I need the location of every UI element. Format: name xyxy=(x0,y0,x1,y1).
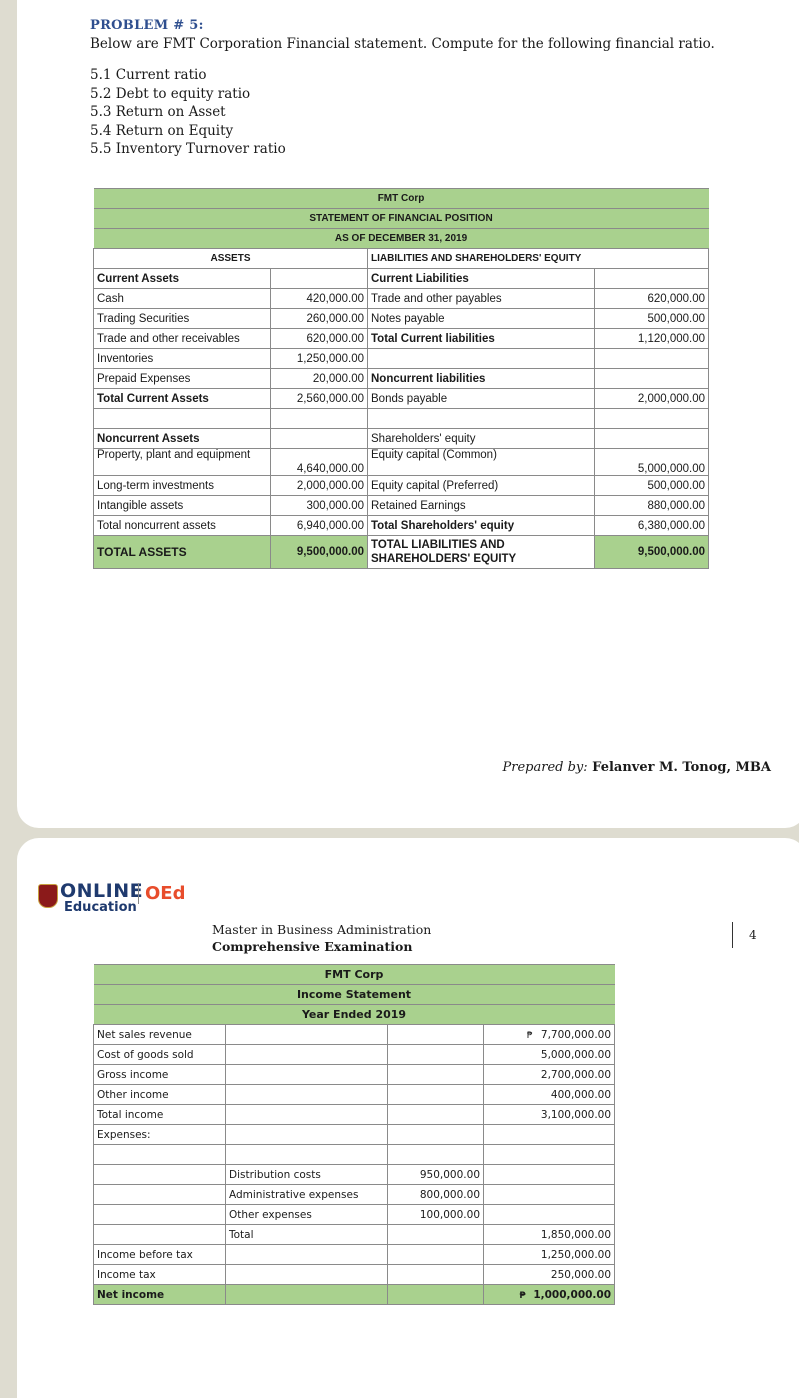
table-row xyxy=(94,369,709,389)
table-row xyxy=(94,389,709,409)
liability-label: Equity capital (Common) xyxy=(368,449,595,476)
asset-value: 1,250,000.00 xyxy=(271,349,368,369)
ratio-item: 5.2 Debt to equity ratio xyxy=(90,85,251,102)
is-row-value: 250,000.00 xyxy=(484,1265,615,1285)
prepared-by xyxy=(503,760,772,775)
is-row-value: 400,000.00 xyxy=(484,1085,615,1105)
asset-label: Inventories xyxy=(94,349,271,369)
total-assets-value: 9,500,000.00 xyxy=(271,536,368,569)
table-row xyxy=(94,1105,615,1125)
expense-value: 950,000.00 xyxy=(388,1165,484,1185)
liability-value: 500,000.00 xyxy=(595,309,709,329)
table-row xyxy=(94,1085,615,1105)
problem-instruction: Below are FMT Corporation Financial statement. Compute for the following financial ratio. xyxy=(90,36,715,52)
assets-header: ASSETS xyxy=(94,249,368,269)
balance-sheet-table xyxy=(93,188,709,569)
is-row-label: Total income xyxy=(94,1105,226,1125)
liability-label xyxy=(368,349,595,369)
asset-label: Total noncurrent assets xyxy=(94,516,271,536)
is-row-value: 1,250,000.00 xyxy=(484,1245,615,1265)
liability-value: 6,380,000.00 xyxy=(595,516,709,536)
asset-value: 620,000.00 xyxy=(271,329,368,349)
asset-label: Cash xyxy=(94,289,271,309)
ratio-item: 5.1 Current ratio xyxy=(90,67,207,83)
asset-value: 6,940,000.00 xyxy=(271,516,368,536)
asset-label: Intangible assets xyxy=(94,496,271,516)
expense-value: 800,000.00 xyxy=(388,1185,484,1205)
asset-label: Prepaid Expenses xyxy=(94,369,271,389)
table-row xyxy=(94,1205,615,1225)
asset-label: Trade and other receivables xyxy=(94,329,271,349)
prepared-prefix: Prepared by: xyxy=(502,760,588,775)
current-assets-label: Current Assets xyxy=(94,269,271,289)
is-company: FMT Corp xyxy=(94,965,615,985)
asset-value: 4,640,000.00 xyxy=(271,449,368,476)
expense-value: 100,000.00 xyxy=(388,1205,484,1225)
liability-value xyxy=(595,349,709,369)
asset-label: Trading Securities xyxy=(94,309,271,329)
asset-value: 2,000,000.00 xyxy=(271,476,368,496)
table-row xyxy=(94,329,709,349)
page-number: 4 xyxy=(732,922,757,948)
asset-value: 420,000.00 xyxy=(271,289,368,309)
expense-total-value: 1,850,000.00 xyxy=(484,1225,615,1245)
liability-value: 620,000.00 xyxy=(595,289,709,309)
prepared-name: Felanver M. Tonog, MBA xyxy=(592,760,771,775)
exam-header xyxy=(212,922,431,954)
peso-sign: ₱ xyxy=(519,1290,526,1301)
liability-value: 500,000.00 xyxy=(595,476,709,496)
table-row xyxy=(94,1185,615,1205)
table-row xyxy=(94,309,709,329)
table-row xyxy=(94,289,709,309)
liability-label: Total Shareholders' equity xyxy=(368,516,595,536)
online-education-logo xyxy=(38,880,198,920)
is-row-value: 7,700,000.00 xyxy=(540,1028,612,1041)
liability-value xyxy=(595,369,709,389)
current-liabilities-label: Current Liabilities xyxy=(368,269,595,289)
expense-label: Administrative expenses xyxy=(226,1185,388,1205)
is-row-label: Net sales revenue xyxy=(94,1025,226,1045)
liability-label: Notes payable xyxy=(368,309,595,329)
table-row xyxy=(94,1025,615,1045)
shield-icon xyxy=(38,884,58,908)
asset-label: Total Current Assets xyxy=(94,389,271,409)
table-row xyxy=(94,1045,615,1065)
income-statement-table xyxy=(93,964,615,1305)
expense-total-label: Total xyxy=(226,1225,388,1245)
table-row xyxy=(94,449,709,476)
expense-label: Distribution costs xyxy=(226,1165,388,1185)
is-row-label: Other income xyxy=(94,1085,226,1105)
table-row xyxy=(94,1265,615,1285)
ratio-item: 5.3 Return on Asset xyxy=(90,104,226,120)
total-liabilities-label: TOTAL LIABILITIES AND SHAREHOLDERS' EQUITY xyxy=(368,536,595,569)
ratio-list xyxy=(90,66,715,159)
table-row xyxy=(94,496,709,516)
table-row xyxy=(94,1065,615,1085)
is-row-label: Cost of goods sold xyxy=(94,1045,226,1065)
is-row-value: 5,000,000.00 xyxy=(484,1045,615,1065)
table-row xyxy=(94,1165,615,1185)
liability-label: Trade and other payables xyxy=(368,289,595,309)
total-liabilities-value: 9,500,000.00 xyxy=(595,536,709,569)
noncurrent-assets-label: Noncurrent Assets xyxy=(94,429,271,449)
asset-label: Long-term investments xyxy=(94,476,271,496)
program-name: Master in Business Administration xyxy=(212,922,432,937)
liability-value: 1,120,000.00 xyxy=(595,329,709,349)
table-row xyxy=(94,476,709,496)
equity-label: Shareholders' equity xyxy=(368,429,595,449)
bs-title: STATEMENT OF FINANCIAL POSITION xyxy=(94,209,709,229)
asset-value: 20,000.00 xyxy=(271,369,368,389)
table-row xyxy=(94,516,709,536)
is-period: Year Ended 2019 xyxy=(94,1005,615,1025)
is-row-label: Gross income xyxy=(94,1065,226,1085)
table-row xyxy=(94,349,709,369)
liability-value: 5,000,000.00 xyxy=(595,449,709,476)
expense-label: Other expenses xyxy=(226,1205,388,1225)
ratio-item: 5.4 Return on Equity xyxy=(90,122,234,139)
liability-label: Total Current liabilities xyxy=(368,329,595,349)
is-row-label: Income before tax xyxy=(94,1245,226,1265)
logo-education-text: Education xyxy=(64,900,137,915)
liabilities-header: LIABILITIES AND SHAREHOLDERS' EQUITY xyxy=(368,249,709,269)
ratio-item: 5.5 Inventory Turnover ratio xyxy=(90,141,286,157)
liability-value: 2,000,000.00 xyxy=(595,389,709,409)
asset-value: 260,000.00 xyxy=(271,309,368,329)
is-title: Income Statement xyxy=(94,985,615,1005)
liability-label: Bonds payable xyxy=(368,389,595,409)
expenses-label: Expenses: xyxy=(94,1125,226,1145)
problem-title: PROBLEM # 5: xyxy=(90,18,204,33)
logo-oed-text: OEd xyxy=(138,883,185,904)
is-row-value: 2,700,000.00 xyxy=(484,1065,615,1085)
total-assets-label: TOTAL ASSETS xyxy=(94,536,271,569)
exam-name: Comprehensive Examination xyxy=(212,939,413,954)
table-row xyxy=(94,1225,615,1245)
liability-label: Retained Earnings xyxy=(368,496,595,516)
liability-label: Equity capital (Preferred) xyxy=(368,476,595,496)
asset-label: Property, plant and equipment xyxy=(94,449,271,476)
problem-section xyxy=(90,18,715,159)
peso-sign: ₱ xyxy=(526,1030,533,1041)
liability-value: 880,000.00 xyxy=(595,496,709,516)
net-income-value: 1,000,000.00 xyxy=(533,1288,612,1301)
net-income-label: Net income xyxy=(94,1285,226,1305)
bs-date: AS OF DECEMBER 31, 2019 xyxy=(94,229,709,249)
asset-value: 2,560,000.00 xyxy=(271,389,368,409)
logo-online-text: ONLINE xyxy=(60,880,144,902)
table-row xyxy=(94,1245,615,1265)
table-row xyxy=(94,1285,615,1305)
is-row-label: Income tax xyxy=(94,1265,226,1285)
is-row-value: 3,100,000.00 xyxy=(484,1105,615,1125)
liability-label: Noncurrent liabilities xyxy=(368,369,595,389)
bs-company: FMT Corp xyxy=(94,189,709,209)
asset-value: 300,000.00 xyxy=(271,496,368,516)
